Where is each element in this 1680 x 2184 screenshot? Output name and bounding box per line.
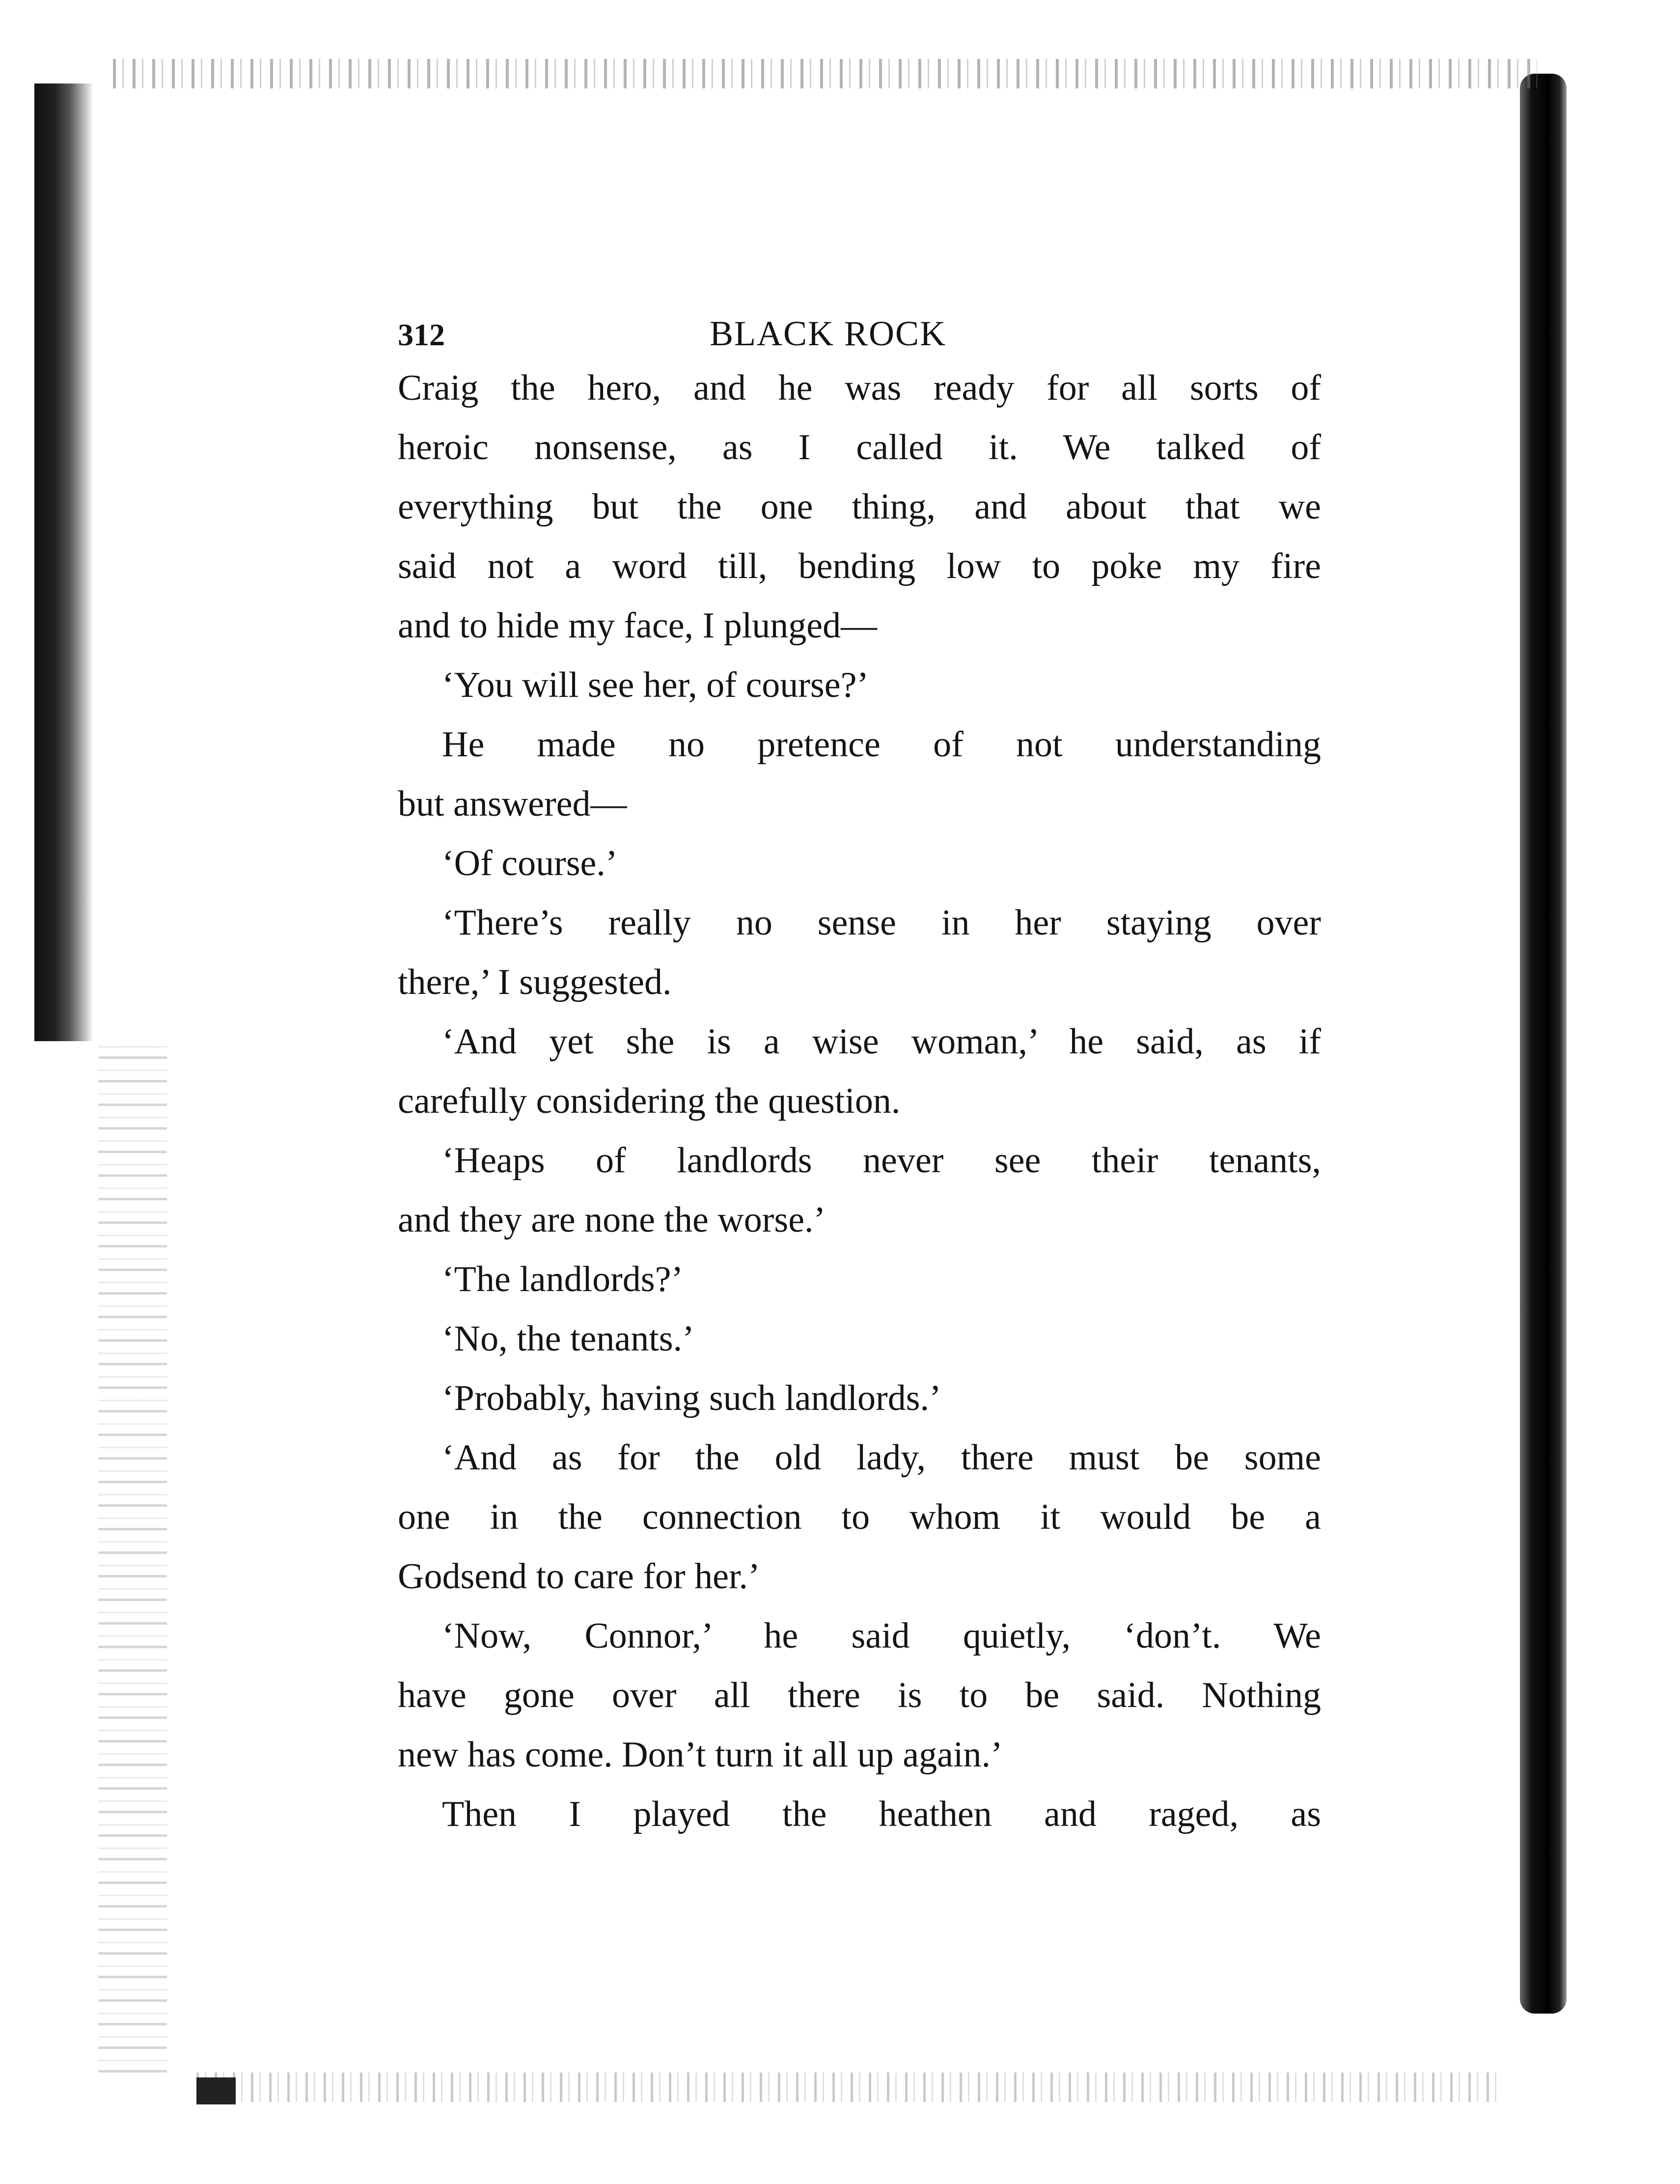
text-line: there,’ I suggested. [398,962,672,1002]
text-line: ‘Probably, having such landlords.’ [442,1378,941,1418]
text-line: ‘Heaps of landlords never see their tenants, [442,1140,1321,1181]
page-number: 312 [398,317,445,352]
text-line: carefully considering the question. [398,1081,901,1121]
text-line: ‘There’s really no sense in her staying over [442,903,1321,943]
body-text [398,359,1321,1844]
text-line: one in the connection to whom it would be a [398,1497,1321,1537]
scan-bottom-corner-mark [196,2077,236,2104]
text-line: ‘Of course.’ [442,843,618,884]
scan-left-edge-noise [98,1041,167,2073]
text-line: new has come. Don’t turn it all up again.’ [398,1735,1003,1775]
text-line: ‘The landlords?’ [442,1259,684,1299]
text-line: ‘You will see her, of course?’ [442,665,869,705]
text-line: ‘No, the tenants.’ [442,1319,694,1359]
text-line: and they are none the worse.’ [398,1200,826,1240]
text-line: ‘And as for the old lady, there must be some [442,1438,1321,1478]
scan-right-edge-shadow [1520,74,1567,2014]
running-title: BLACK ROCK [710,314,947,353]
running-head [398,304,1321,359]
book-page [398,304,1321,1844]
text-line: Then I played the heathen and raged, as [442,1794,1321,1834]
text-line: and to hide my face, I plunged— [398,606,878,646]
text-line: ‘Now, Connor,’ he said quietly, ‘don’t. We [442,1616,1321,1656]
text-line: He made no pretence of not understanding [442,724,1321,765]
scan-left-edge-shadow [34,83,93,1041]
scan-bottom-edge-noise [196,2073,1498,2102]
text-line: heroic nonsense, as I called it. We talked of [398,427,1321,468]
scan-top-edge-noise [113,59,1537,88]
text-line: Godsend to care for her.’ [398,1556,760,1597]
text-line: everything but the one thing, and about that we [398,487,1321,527]
text-line: said not a word till, bending low to poke my fire [398,546,1321,586]
text-line: but answered— [398,784,627,824]
text-line: Craig the hero, and he was ready for all sorts of [398,368,1321,408]
text-line: ‘And yet she is a wise woman,’ he said, as if [442,1022,1321,1062]
text-line: have gone over all there is to be said. Nothing [398,1675,1321,1715]
